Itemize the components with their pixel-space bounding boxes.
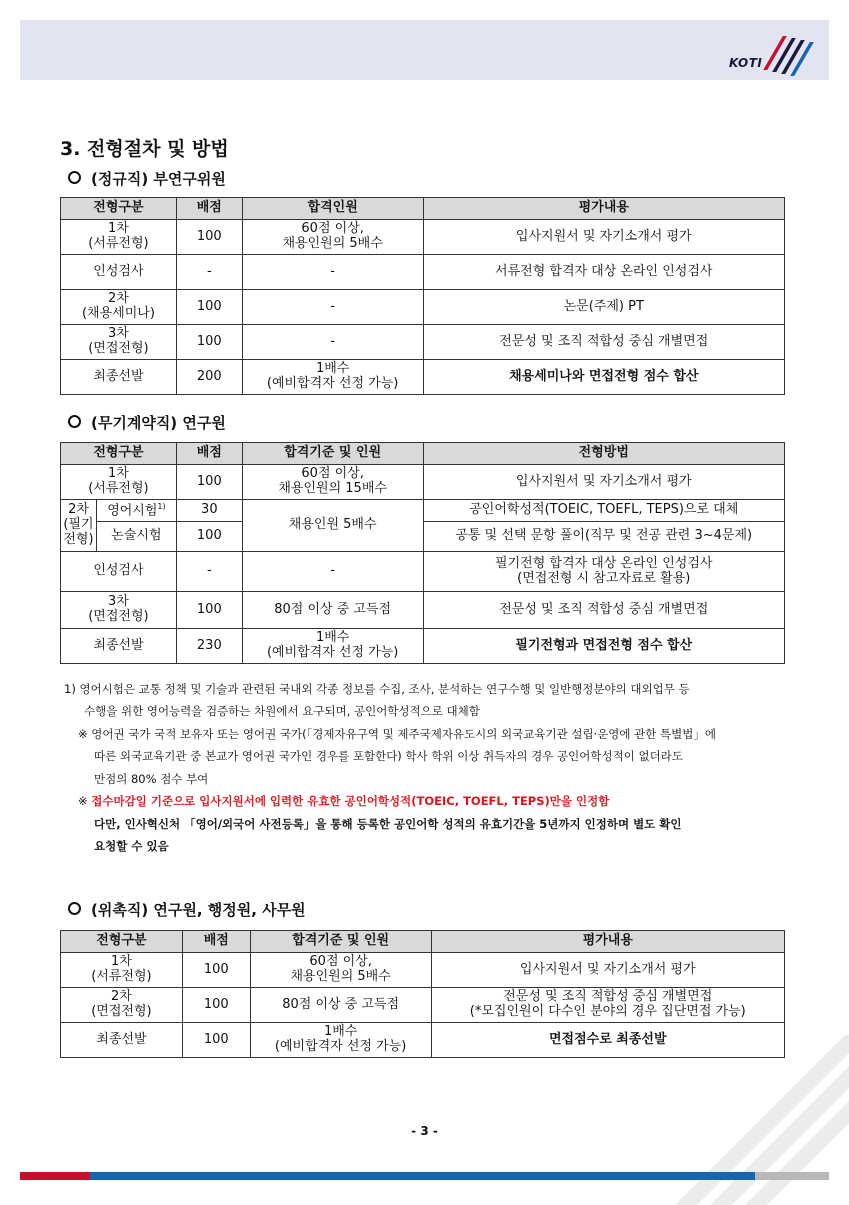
table-row (61, 953, 785, 988)
table-permanent (60, 442, 785, 664)
cell: 최종선발 (61, 629, 177, 664)
cell: - (176, 255, 242, 290)
cell-group: 2차 (필기 전형) (61, 500, 97, 552)
col-header: 평가내용 (431, 931, 784, 953)
cell: 논술시험 (96, 522, 176, 552)
table-row (61, 325, 785, 360)
cell: 전문성 및 조직 적합성 중심 개별면접 (423, 592, 784, 629)
cell: 전문성 및 조직 적합성 중심 개별면접 (423, 325, 784, 360)
cell: 100 (182, 1023, 250, 1058)
cell: 최종선발 (61, 1023, 183, 1058)
circle-bullet-icon (68, 902, 81, 915)
cell (96, 500, 176, 522)
col-header: 배점 (176, 443, 242, 465)
footer-bar-grey (755, 1172, 829, 1180)
header-band (20, 20, 829, 80)
cell: 2차 (면접전형) (61, 988, 183, 1023)
note-3-line-2: 다만, 인사혁신처 「영어/외국어 사전등록」을 통해 등록한 공인어학 성적의 유효기간을 5년까지 인정하며 별도 확인 (94, 816, 682, 831)
cell: 면접점수로 최종선발 (431, 1023, 784, 1058)
table-body (61, 953, 785, 1058)
cell: - (242, 255, 423, 290)
cell: 최종선발 (61, 360, 177, 395)
cell: 1차 (서류전형) (61, 465, 177, 500)
table-row (61, 500, 785, 522)
col-header: 합격기준 및 인원 (242, 443, 423, 465)
col-header: 전형구분 (61, 931, 183, 953)
cell: 100 (176, 592, 242, 629)
table-row (61, 988, 785, 1023)
subsection-heading-contract (68, 899, 306, 920)
cell: 30 (176, 500, 242, 522)
subsection-heading-permanent (68, 412, 226, 433)
note-2-line-1: ※ 영어권 국가 국적 보유자 또는 영어권 국가(「경제자유구역 및 제주국제자유도시의 외국교육기관 설립·운영에 관한 특별법」에 (78, 726, 716, 741)
col-header: 전형구분 (61, 198, 177, 220)
table-row (61, 522, 785, 552)
subtest-name: 영어시험 (107, 503, 158, 519)
note-2-line-3: 만점의 80% 점수 부여 (94, 771, 209, 786)
section-title: 3. 전형절차 및 방법 (60, 138, 229, 160)
col-header: 합격인원 (242, 198, 423, 220)
footnotes (64, 678, 804, 857)
cell: 3차 (면접전형) (61, 592, 177, 629)
cell: 60점 이상, 채용인원의 15배수 (242, 465, 423, 500)
cell: 필기전형 합격자 대상 온라인 인성검사 (면접전형 시 참고자료로 활용) (423, 552, 784, 592)
circle-bullet-icon (68, 415, 81, 428)
cell: 230 (176, 629, 242, 664)
cell: - (242, 290, 423, 325)
table-row (61, 360, 785, 395)
logo-text: KOTI (729, 56, 763, 70)
table-row (61, 465, 785, 500)
cell: 200 (176, 360, 242, 395)
table-row (61, 255, 785, 290)
cell: 100 (176, 325, 242, 360)
cell: 100 (182, 953, 250, 988)
cell: 2차 (채용세미나) (61, 290, 177, 325)
cell: 인성검사 (61, 552, 177, 592)
cell: 공인어학성적(TOEIC, TOEFL, TEPS)으로 대체 (423, 500, 784, 522)
note-3-line-3: 요청할 수 있음 (94, 838, 169, 853)
cell: - (176, 552, 242, 592)
cell: 공통 및 선택 문항 풀이(직무 및 전공 관련 3~4문제) (423, 522, 784, 552)
cell: 100 (176, 290, 242, 325)
cell: 1차 (서류전형) (61, 220, 177, 255)
cell: 60점 이상, 채용인원의 5배수 (250, 953, 431, 988)
table-body (61, 220, 785, 395)
cell: 전문성 및 조직 적합성 중심 개별면접 (*모집인원이 다수인 분야의 경우 집단면접 가능) (431, 988, 784, 1023)
koti-logo (729, 34, 809, 74)
col-header: 배점 (182, 931, 250, 953)
cell: 채용인원 5배수 (242, 500, 423, 552)
footnote-ref: 1) (157, 501, 166, 511)
cell: - (242, 325, 423, 360)
table-row (61, 629, 785, 664)
footer-bar-red (20, 1172, 90, 1180)
cell: 논문(주제) PT (423, 290, 784, 325)
page-number: - 3 - (411, 1124, 438, 1138)
table-row (61, 290, 785, 325)
cell: 서류전형 합격자 대상 온라인 인성검사 (423, 255, 784, 290)
cell: 1배수 (예비합격자 선정 가능) (242, 629, 423, 664)
cell: - (242, 552, 423, 592)
col-header: 전형방법 (423, 443, 784, 465)
cell: 1배수 (예비합격자 선정 가능) (242, 360, 423, 395)
note-3-highlight: 접수마감일 기준으로 입사지원서에 입력한 유효한 공인어학성적(TOEIC, TOEFL, TEPS)만을 인정함 (91, 794, 610, 809)
cell: 1배수 (예비합격자 선정 가능) (250, 1023, 431, 1058)
table-regular (60, 197, 785, 395)
cell: 입사지원서 및 자기소개서 평가 (423, 465, 784, 500)
reference-mark: ※ (78, 794, 92, 809)
cell: 80점 이상 중 고득점 (242, 592, 423, 629)
circle-bullet-icon (68, 171, 81, 184)
table-row (61, 1023, 785, 1058)
cell: 60점 이상, 채용인원의 5배수 (242, 220, 423, 255)
cell: 100 (176, 465, 242, 500)
cell: 100 (182, 988, 250, 1023)
note-3-line-1 (64, 790, 804, 812)
table-contract (60, 930, 785, 1058)
col-header: 배점 (176, 198, 242, 220)
heading-text: (무기계약직) 연구원 (91, 414, 226, 432)
note-2-line-2: 따른 외국교육기관 중 본교가 영어권 국가인 경우를 포함한다) 학사 학위 이상 취득자의 경우 공인어학성적이 없더라도 (94, 749, 683, 764)
note-1-line-2: 수행을 위한 영어능력을 검증하는 차원에서 요구되며, 공인어학성적으로 대체함 (84, 704, 480, 719)
table-row (61, 592, 785, 629)
cell: 1차 (서류전형) (61, 953, 183, 988)
cell: 3차 (면접전형) (61, 325, 177, 360)
col-header: 전형구분 (61, 443, 177, 465)
footer-bar-blue (90, 1172, 755, 1180)
heading-text: (정규직) 부연구위원 (91, 170, 226, 188)
heading-text: (위촉직) 연구원, 행정원, 사무원 (91, 901, 306, 919)
cell: 채용세미나와 면접전형 점수 합산 (423, 360, 784, 395)
col-header: 합격기준 및 인원 (250, 931, 431, 953)
cell: 필기전형과 면접전형 점수 합산 (423, 629, 784, 664)
cell: 80점 이상 중 고득점 (250, 988, 431, 1023)
cell: 100 (176, 522, 242, 552)
cell: 100 (176, 220, 242, 255)
cell: 입사지원서 및 자기소개서 평가 (423, 220, 784, 255)
note-1-line-1: 1) 영어시험은 교통 정책 및 기술과 관련된 국내외 각종 정보를 수집, 조사, 분석하는 연구수행 및 일반행정분야의 대외업무 등 (64, 682, 690, 696)
cell: 인성검사 (61, 255, 177, 290)
subsection-heading-regular (68, 168, 226, 189)
table-row (61, 220, 785, 255)
cell: 입사지원서 및 자기소개서 평가 (431, 953, 784, 988)
table-row (61, 552, 785, 592)
col-header: 평가내용 (423, 198, 784, 220)
